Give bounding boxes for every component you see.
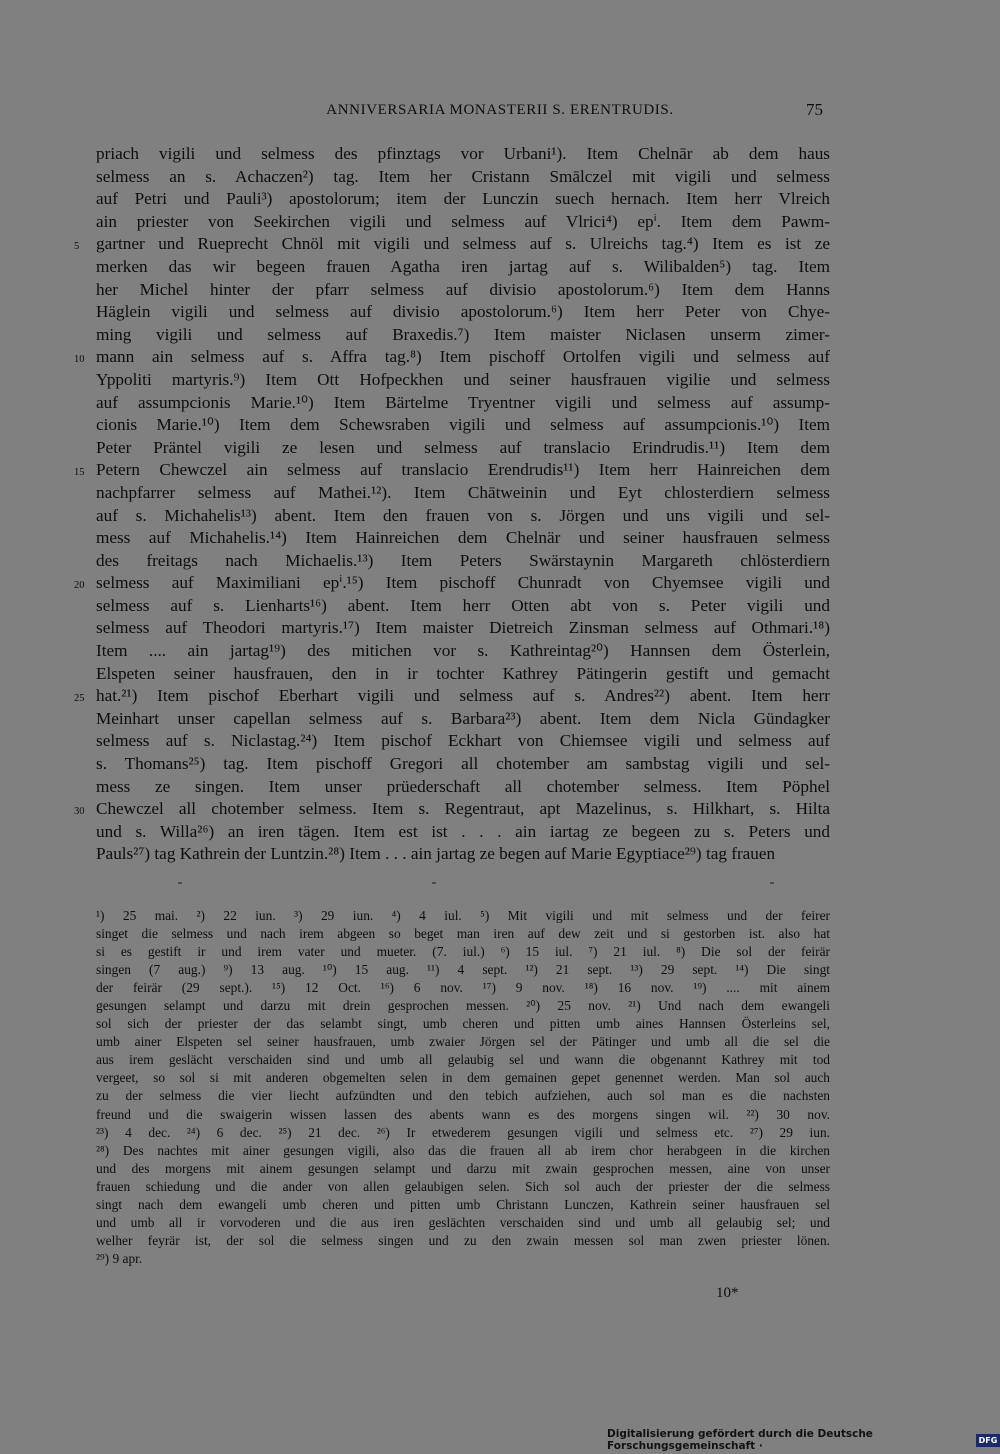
footnote-line: sol sich der priester der das selambt singt, umb cheren und pitten umb aines Hannsen Österleins sel, xyxy=(96,1016,830,1032)
text-line xyxy=(96,256,830,279)
footnotes-block xyxy=(96,907,830,1268)
text-line xyxy=(96,166,830,189)
text-line-content: Item .... ain jartag¹⁹) des mitichen vor s. Kathreintag²⁰) Hannsen dem Österlein, xyxy=(96,641,830,661)
text-line xyxy=(96,482,830,505)
footnote-line: singen (7 aug.) ⁹) 13 aug. ¹⁰) 15 aug. ¹¹) 4 sept. ¹²) 21 sept. ¹³) 29 sept. ¹⁴) Die singt xyxy=(96,962,830,978)
text-line-content: Häglein vigili und selmess auf divisio apostolorum.⁶) Item herr Peter von Chye- xyxy=(96,302,830,322)
line-number: 25 xyxy=(74,693,85,705)
text-line xyxy=(74,459,830,482)
line-number: 15 xyxy=(74,467,85,479)
footnote-line: der feirär (29 sept.). ¹⁵) 12 Oct. ¹⁶) 6 nov. ¹⁷) 9 nov. ¹⁸) 16 nov. ¹⁹) .... mit ainem xyxy=(96,980,830,996)
text-line-content: mess ze singen. Item unser prüederschaft all chotember selmess. Item Pöphel xyxy=(96,776,830,796)
main-text-block xyxy=(74,143,830,866)
text-line-content: priach vigili und selmess des pfinztags vor Urbani¹). Item Chelnār ab dem haus xyxy=(96,144,830,163)
text-line-content: gartner und Rueprecht Chnöl mit vigili und selmess auf s. Ulreichs tag.⁴) Item es ist ze xyxy=(96,234,830,254)
text-line-content: Petern Chewczel ain selmess auf translacio Erendrudis¹¹) Item herr Hainreichen dem xyxy=(96,460,830,480)
text-line xyxy=(96,550,830,573)
dfg-credit-bar xyxy=(607,1428,1000,1452)
footnote-line: singt nach dem ewangeli umb cheren und pitten umb Christann Lunczen, Kathrein seiner hausfrauen sel xyxy=(96,1196,830,1212)
text-line xyxy=(96,143,830,166)
faint-mark xyxy=(432,882,436,884)
page-number: 75 xyxy=(806,100,823,119)
footnote-line: vergeet, so sol si mit anderen obgemelten selen in dem gemainen gepet genennet werden. Man sol auch xyxy=(96,1070,830,1086)
text-line xyxy=(96,324,830,347)
text-line-content: Elspeten seiner hausfrauen, den in ir tochter Kathrey Pätingerin gestift und gemacht xyxy=(96,663,830,683)
footnote-line: ²³) 4 dec. ²⁴) 6 dec. ²⁵) 21 dec. ²⁶) Ir etwederem gesungen vigili und selmess etc. ²⁷) 29 iun. xyxy=(96,1124,830,1140)
text-line-content: Meinhart unser capellan selmess auf s. Barbara²³) abent. Item dem Nicla Gündagker xyxy=(96,708,830,728)
text-line xyxy=(74,346,830,369)
text-line xyxy=(96,708,830,731)
text-line-content: nachpfarrer selmess auf Mathei.¹²). Item Chātweinin und Eyt chlosterdiern selmess xyxy=(96,482,830,502)
line-number: 30 xyxy=(74,806,85,818)
text-line-content: des freitags nach Michaelis.¹³) Item Peters Swärstaynin Margareth chlösterdiern xyxy=(96,550,830,570)
text-line xyxy=(96,527,830,550)
text-line-content: her Michel hinter der pfarr selmess auf divisio apostolorum.⁶) Item dem Hanns xyxy=(96,279,830,299)
text-line xyxy=(74,572,830,595)
text-line xyxy=(96,437,830,460)
line-number: 10 xyxy=(74,354,85,366)
footnote-line: si es gestift ir und irem vater und mueter. (7. iul.) ⁶) 15 iul. ⁷) 21 iul. ⁸) Die sol der feirär xyxy=(96,944,830,960)
text-line-content: selmess auf Maximiliani epⁱ.¹⁵) Item pischoff Chunradt von Chyemsee vigili und xyxy=(96,573,830,593)
text-line xyxy=(96,392,830,415)
running-header xyxy=(0,100,1000,126)
text-line-content: auf assumpcionis Marie.¹⁰) Item Bärtelme Tryentner vigili und selmess auf assump- xyxy=(96,392,830,412)
line-number: 20 xyxy=(74,580,85,592)
text-line-content: ming vigili und selmess auf Braxedis.⁷) Item maister Niclasen unserm zimer- xyxy=(96,324,830,344)
text-line xyxy=(96,821,830,844)
text-line xyxy=(96,505,830,528)
text-line xyxy=(96,753,830,776)
text-line xyxy=(96,640,830,663)
text-line-content: ain priester von Seekirchen vigili und selmess auf Vlrici⁴) epⁱ. Item dem Pawm- xyxy=(96,211,830,231)
text-line xyxy=(96,776,830,799)
text-line xyxy=(96,617,830,640)
text-line-content: s. Thomans²⁵) tag. Item pischoff Gregori all chotember am sambstag vigili und sel- xyxy=(96,754,830,774)
text-line-content: selmess auf Theodori martyris.¹⁷) Item maister Dietreich Zinsman selmess auf Othmari.¹⁸) xyxy=(96,618,830,638)
text-line-content: Pauls²⁷) tag Kathrein der Luntzin.²⁸) Item . . . ain jartag ze begen auf Marie Egyptiace²⁹) tag frauen xyxy=(96,844,776,864)
text-line xyxy=(74,798,830,821)
footnote-line: umb ainer Elspeten sel seiner hausfrauen, umb zwaier Jörgen sel der Pätinger und umb all die sel die xyxy=(96,1034,830,1050)
faint-mark xyxy=(178,882,182,884)
footnote-line: singet die selmess und nach irem abgeen so beget man iren auf dew zeit und si gestorben ist. also hat xyxy=(96,926,830,942)
text-line-content: mess auf Michahelis.¹⁴) Item Hainreichen dem Chelnär und seiner hausfrauen selmess xyxy=(96,528,830,548)
text-line xyxy=(96,730,830,753)
text-line-content: selmess auf s. Niclastag.²⁴) Item pischof Eckhart von Chiemsee vigili und selmess auf xyxy=(96,731,830,751)
footnote-line: aus irem geslächt verschaiden sind und umb all gelaubig sel und wann die obgenannt Kathrey mit tod xyxy=(96,1052,830,1068)
text-line xyxy=(96,843,830,866)
footnote-line: und umb all ir vorvoderen und die aus iren geslächten verschaiden sind und umb all gelaubig sel; und xyxy=(96,1214,830,1230)
running-title: ANNIVERSARIA MONASTERII S. ERENTRUDIS. xyxy=(326,102,674,118)
footnote-line: freund und die swaigerin wissen lassen des abents wann es des morgens singen wil. ²²) 30 nov. xyxy=(96,1106,830,1122)
text-line-content: selmess auf s. Lienharts¹⁶) abent. Item herr Otten abt von s. Peter vigili und xyxy=(96,595,830,615)
text-line xyxy=(96,301,830,324)
footnote-line: ¹) 25 mai. ²) 22 iun. ³) 29 iun. ⁴) 4 iul. ⁵) Mit vigili und mit selmess und der feirer xyxy=(96,908,830,923)
text-line xyxy=(96,369,830,392)
footnote-line: frauen schiedung und die ander von allen gelaubigen selen. Sich sol auch der priester der die selmess xyxy=(96,1178,830,1194)
text-line-content: auf Petri und Pauli³) apostolorum; item der Lunczin suech hernach. Item herr Vlreich xyxy=(96,189,830,209)
dfg-logo: DFG xyxy=(976,1434,1000,1447)
text-line xyxy=(96,414,830,437)
text-line xyxy=(96,663,830,686)
text-line-content: Yppoliti martyris.⁹) Item Ott Hofpeckhen und seiner hausfrauen vigilie und selmess xyxy=(96,369,830,389)
footnote-line: zu der selmess die vier liecht aufzündten und den tebich aufziehen, auch sol man es die nachsten xyxy=(96,1088,830,1104)
footnote-line: ²⁸) Des nachtes mit ainer gesungen vigili, also das die frauen all ab irem chor herabgeen in die kirchen xyxy=(96,1142,830,1158)
footnote-line: welher feyrär ist, der sol die selmess singen und zu den zwain messen sol man zwen priester lönen. xyxy=(96,1232,830,1248)
text-line-content: hat.²¹) Item pischof Eberhart vigili und selmess auf s. Andres²²) abent. Item herr xyxy=(96,686,830,706)
text-line-content: Peter Präntel vigili ze lesen und selmess auf translacio Erindrudis.¹¹) Item dem xyxy=(96,437,830,457)
dfg-credit-text: Digitalisierung gefördert durch die Deutsche Forschungsgemeinschaft · xyxy=(607,1428,873,1452)
footnote-line: und des morgens mit ainem gesungen selampt und darzu mit zwain gesprochen messen, aine von unser xyxy=(96,1160,830,1176)
text-line-content: mann ain selmess auf s. Affra tag.⁸) Item pischoff Ortolfen vigili und selmess auf xyxy=(96,347,830,367)
text-line xyxy=(96,188,830,211)
text-line-content: und s. Willa²⁶) an iren tägen. Item est ist . . . ain iartag ze begeen zu s. Peters und xyxy=(96,821,830,841)
text-line-content: merken das wir begeen frauen Agatha iren jartag auf s. Wilibalden⁵) tag. Item xyxy=(96,256,830,276)
text-line xyxy=(74,233,830,256)
line-number: 5 xyxy=(74,241,80,253)
faint-mark xyxy=(770,882,774,884)
text-line xyxy=(96,211,830,234)
sheet-signature: 10* xyxy=(716,1285,739,1301)
text-line-content: selmess an s. Achaczen²) tag. Item her Cristann Smālczel mit vigili und selmess xyxy=(96,166,830,186)
text-line xyxy=(96,595,830,618)
text-line-content: auf s. Michahelis¹³) abent. Item den frauen von s. Jörgen und uns vigili und sel- xyxy=(96,505,830,525)
text-line-content: cionis Marie.¹⁰) Item dem Schewsraben vigili und selmess auf assumpcionis.¹⁰) Item xyxy=(96,415,830,435)
text-line xyxy=(74,685,830,708)
footnote-line: ²⁹) 9 apr. xyxy=(96,1250,143,1266)
text-line xyxy=(96,279,830,302)
footnote-line: gesungen selampt und darzu mit drein gesprochen messen. ²⁰) 25 nov. ²¹) Und nach dem ewangeli xyxy=(96,998,830,1014)
text-line-content: Chewczel all chotember selmess. Item s. Regentraut, apt Mazelinus, s. Hilkhart, s. Hilta xyxy=(96,799,830,819)
